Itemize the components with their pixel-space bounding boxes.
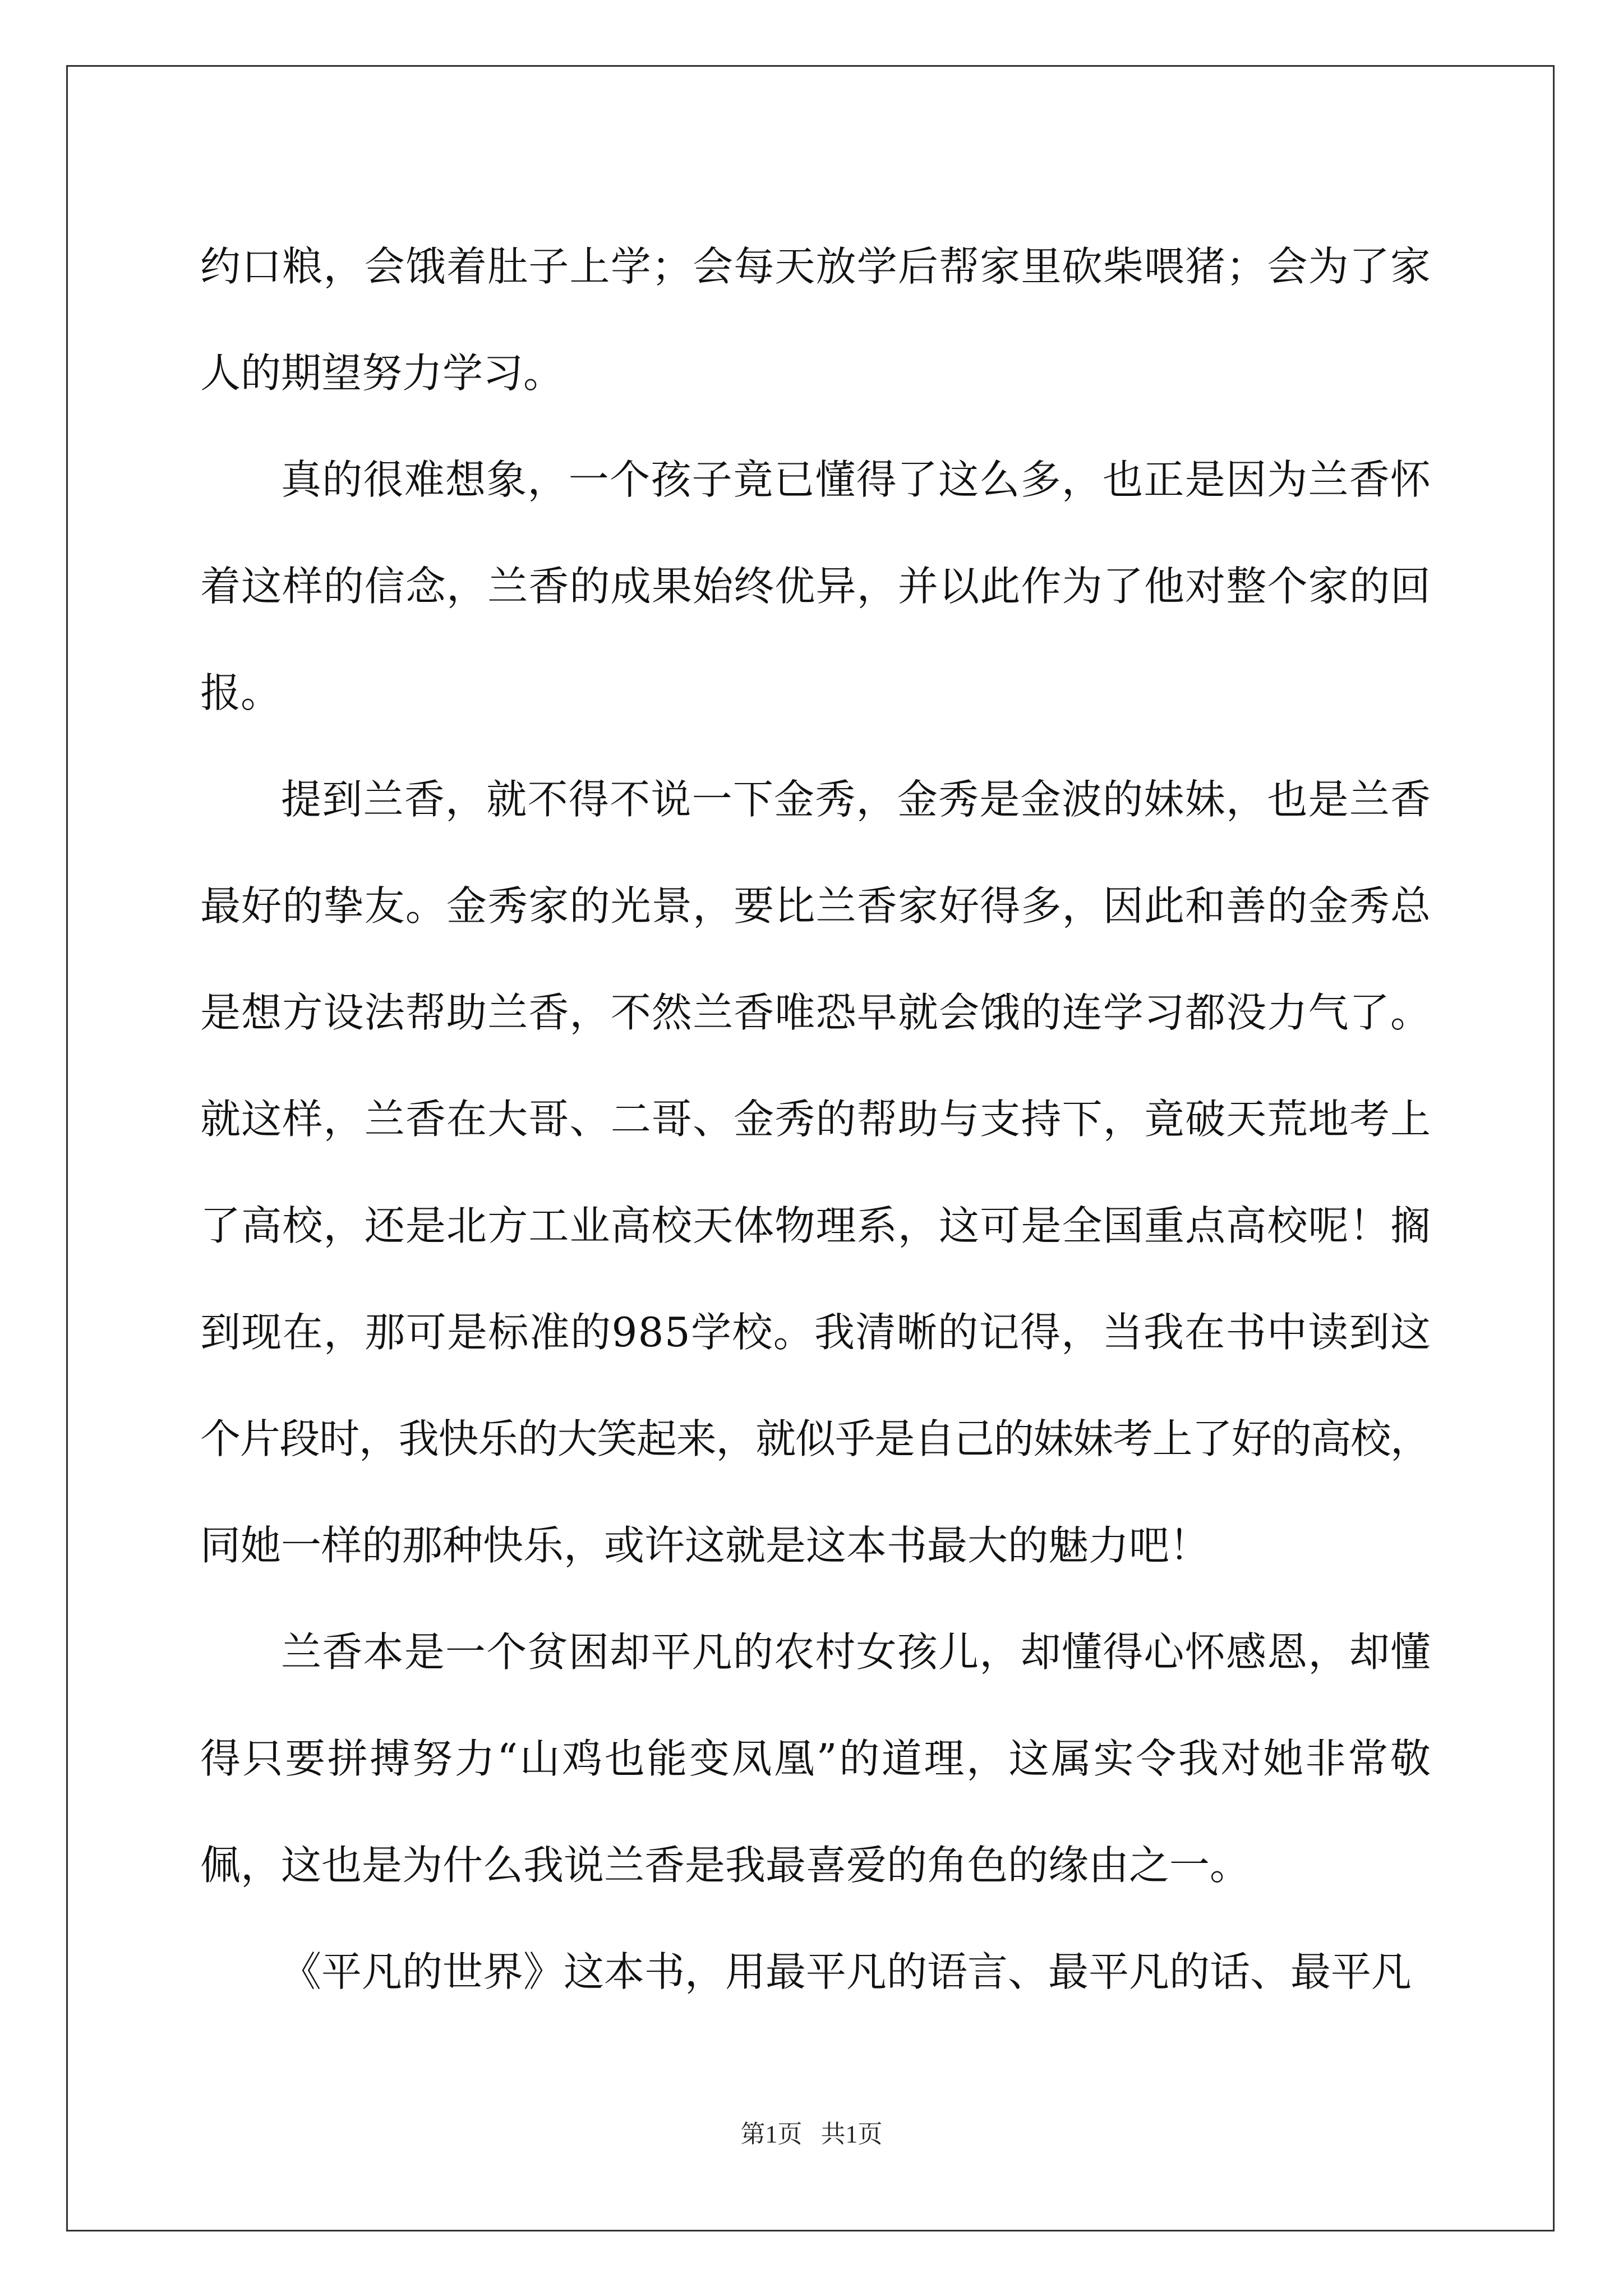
page-footer — [0, 2118, 1623, 2151]
text-line: 《平凡的世界》这本书，用最平凡的语言、最平凡的话、最平凡 — [281, 1948, 1412, 1995]
text-line: 兰香本是一个贫困却平凡的农村女孩儿，却懂得心怀感恩，却懂 — [281, 1628, 1432, 1676]
text-line: 人的期望努力学习。 — [200, 349, 564, 397]
text-line: 同她一样的那种快乐，或许这就是这本书最大的魅力吧！ — [200, 1522, 1210, 1569]
text-line: 了高校，还是北方工业高校天体物理系，这可是全国重点高校呢！搁 — [200, 1202, 1432, 1249]
text-line: 得只要拼搏努力“山鸡也能变凤凰”的道理，这属实令我对她非常敬 — [200, 1735, 1433, 1782]
text-line: 约口粮，会饿着肚子上学；会每天放学后帮家里砍柴喂猪；会为了家 — [200, 243, 1432, 290]
text-line: 到现在，那可是标准的985学校。我清晰的记得，当我在书中读到这 — [200, 1309, 1432, 1356]
page-number-label: 第1页 共1页 — [740, 2120, 883, 2148]
text-line: 个片段时，我快乐的大笑起来，就似乎是自己的妹妹考上了好的高校， — [200, 1415, 1430, 1462]
text-line: 佩，这也是为什么我说兰香是我最喜爱的角色的缘由之一。 — [200, 1842, 1251, 1889]
text-line: 是想方设法帮助兰香，不然兰香唯恐早就会饿的连学习都没力气了。 — [200, 989, 1432, 1036]
text-line: 提到兰香，就不得不说一下金秀，金秀是金波的妹妹，也是兰香 — [281, 776, 1432, 823]
text-line: 真的很难想象，一个孩子竟已懂得了这么多，也正是因为兰香怀 — [281, 456, 1432, 503]
text-line: 报。 — [200, 669, 282, 716]
text-block — [200, 213, 1431, 2025]
text-line: 就这样，兰香在大哥、二哥、金秀的帮助与支持下，竟破天荒地考上 — [200, 1096, 1432, 1143]
document-body — [200, 213, 1431, 2025]
text-line: 最好的挚友。金秀家的光景，要比兰香家好得多，因此和善的金秀总 — [200, 882, 1432, 930]
text-line: 着这样的信念，兰香的成果始终优异，并以此作为了他对整个家的回 — [200, 563, 1432, 610]
